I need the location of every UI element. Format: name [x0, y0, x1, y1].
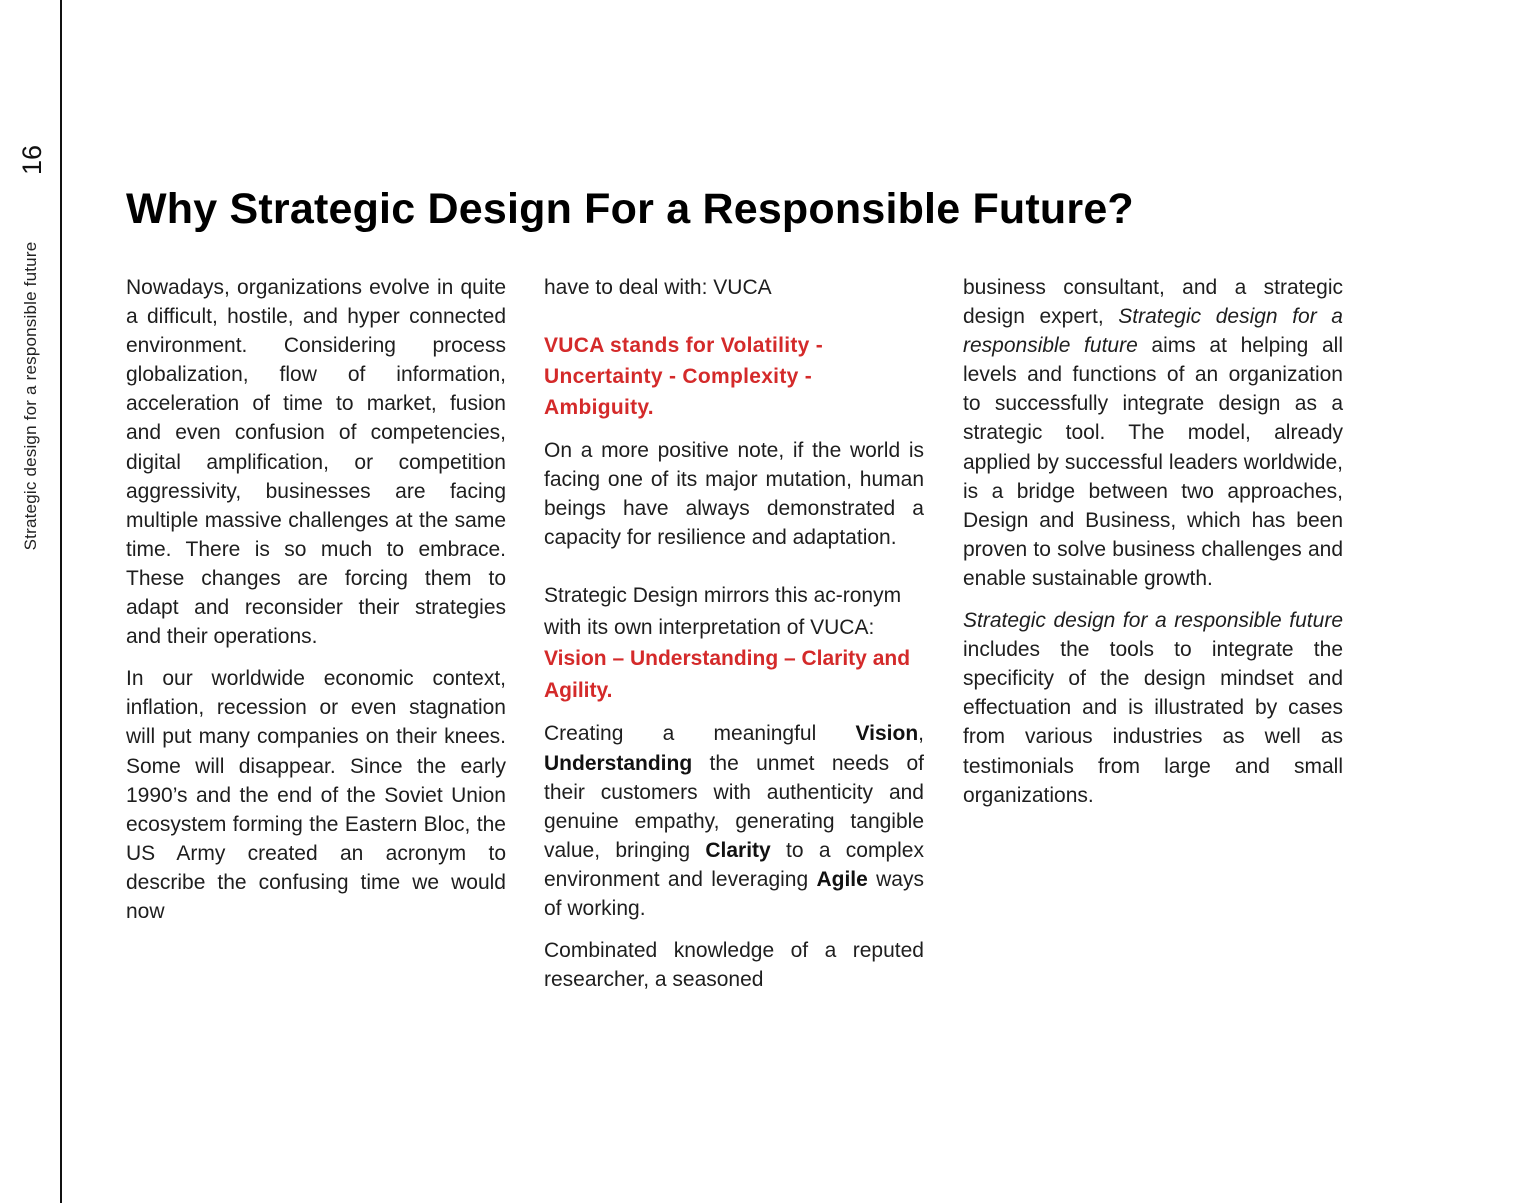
- text-run: business consultant, and a strategic design expert,: [963, 276, 1343, 329]
- book-title-italic: Strategic design for a responsible future: [963, 609, 1343, 633]
- paragraph-positive-note: On a more positive note, if the world is facing one of its major mutation, human beings have always demonstrated a capacity for resilience and adaptation.: [544, 439, 924, 550]
- text-run: ways of working.: [544, 867, 924, 921]
- paragraph-intro: Nowadays, organizations evolve in quite a difficult, hostile, and hyper connected environment. Considering process globalization, flow of information, acceleration of time to market, fusion and even confusion of competencies, digital amplification, or competition aggressivity, businesses are facing multiple massive challenges at the same time. There is so much to embrace. These changes are forcing them to adapt and reconsider their strategies and their operations.: [126, 276, 506, 649]
- text-run: Creating a meaningful: [544, 722, 856, 746]
- page-number: 16: [17, 144, 47, 176]
- interpretation-lead: Strategic Design mirrors this ac-ronym with its own interpretation of VUCA:: [544, 584, 902, 639]
- book-title-italic: Strategic design for a responsible future: [963, 305, 1343, 358]
- paragraph-book-contents: [963, 606, 1343, 810]
- text-run: ,: [918, 722, 924, 746]
- paragraph-model-description: [963, 273, 1343, 593]
- vuca-definition-callout: VUCA stands for Volatility - Uncertainty - Complexity - Ambiguity.: [544, 334, 824, 420]
- text-run: the unmet needs of their customers with authenticity and genuine empathy, generating tangible value, bringing: [544, 751, 924, 862]
- paragraph-vuca-lead: have to deal with: VUCA: [544, 276, 772, 299]
- paragraph-vuca-meaning: [544, 719, 924, 923]
- keyword-agile: Agile: [816, 867, 868, 891]
- text-column-1: [126, 273, 506, 939]
- text-column-2: [544, 273, 924, 1007]
- margin-rule: [60, 0, 62, 1203]
- text-run: to a complex environment and leveraging: [544, 838, 924, 891]
- paragraph-strategic-design-vuca: [544, 580, 924, 706]
- text-run: includes the tools to integrate the specificity of the design mindset and effectuation and is illustrated by cases from various industries as well as testimonials from large and small organizations.: [963, 638, 1343, 807]
- keyword-clarity: Clarity: [705, 838, 771, 862]
- paragraph-economic-context: In our worldwide economic context, inflation, recession or even stagnation will put many companies on their knees. Some will disappear. Since the early 1990’s and the end of the Soviet Union ecosystem forming the Eastern Bloc, the US Army created an acronym to describe the confusing time we would now: [126, 667, 506, 923]
- interpretation-highlight: Vision – Understanding – Clarity and Agility.: [544, 647, 911, 702]
- keyword-understanding: Understanding: [544, 751, 693, 775]
- running-header: Strategic design for a responsible future: [21, 241, 40, 551]
- page-title: Why Strategic Design For a Responsible Future?: [126, 185, 1134, 233]
- paragraph-combined-knowledge: Combinated knowledge of a reputed researcher, a seasoned: [544, 939, 924, 992]
- keyword-vision: Vision: [855, 722, 919, 746]
- text-run: aims at helping all levels and functions of an organization to successfully integrate design as a strategic tool. The model, already applied by successful leaders worldwide, is a bridge between two approaches, Design and Business, which has been proven to solve business challenges and enable sustainable growth.: [963, 334, 1343, 590]
- text-column-3: [963, 273, 1343, 823]
